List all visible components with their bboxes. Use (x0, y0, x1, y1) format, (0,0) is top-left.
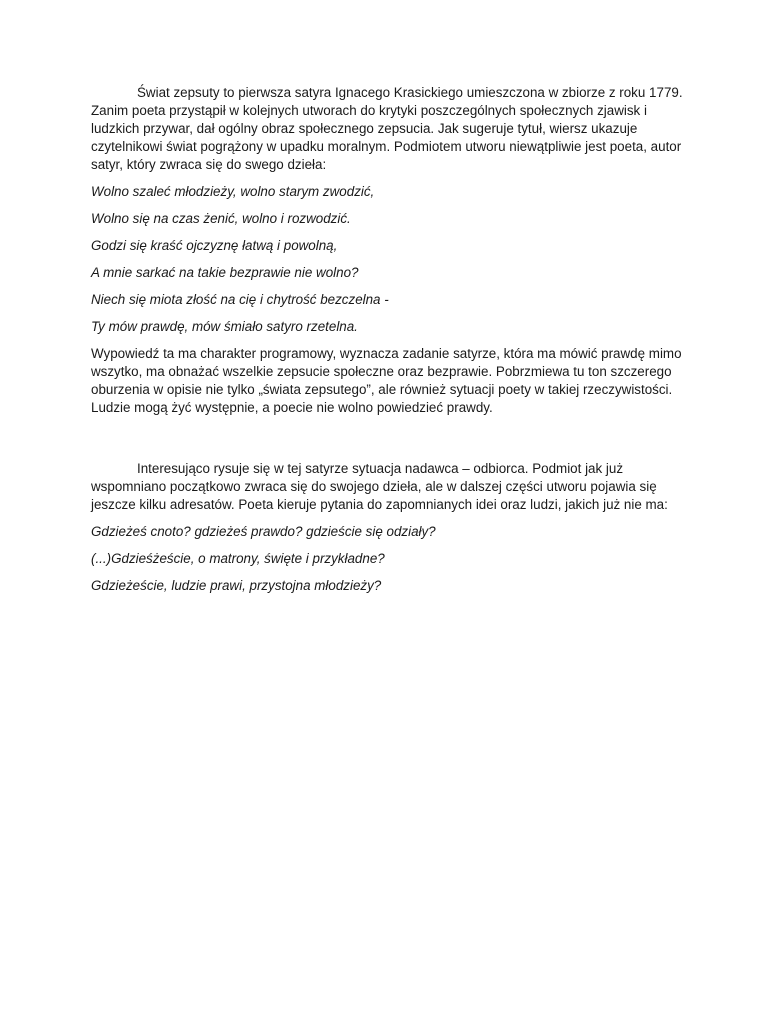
verse-line-1: Wolno szaleć młodzieży, wolno starym zwodzić, (91, 184, 375, 199)
document-page (91, 84, 687, 604)
verse-line-4: A mnie sarkać na takie bezprawie nie wolno? (91, 265, 359, 280)
question-line-3: Gdzieżeście, ludzie prawi, przystojna młodzieży? (91, 578, 382, 593)
section-spacer (91, 426, 687, 460)
section1-intro-paragraph: Świat zepsuty to pierwsza satyra Ignacego Krasickiego umieszczona w zbiorze z roku 1779. Zanim poeta przystąpił w kolejnych utworach do krytyki poszczególnych społecznych zjawisk i ludzkich przywar, dał ogólny obraz społecznego zepsucia. Jak sugeruje tytuł, wiersz ukazuje czytelnikowi świat pogrążony w upadku moralnym. Podmiotem utworu niewątpliwie jest poeta, autor satyr, który zwraca się do swego dzieła: (91, 85, 683, 172)
verse-line-5: Niech się miota złość na cię i chytrość bezczelna - (91, 292, 389, 307)
verse-line-2: Wolno się na czas żenić, wolno i rozwodzić. (91, 211, 351, 226)
question-line-2: (...)Gdzieśżeście, o matrony, święte i przykładne? (91, 551, 385, 566)
verse-line-3: Godzi się kraść ojczyznę łatwą i powolną, (91, 238, 338, 253)
question-line-1: Gdzieżeś cnoto? gdzieżeś prawdo? gdzieście się odziały? (91, 524, 436, 539)
section1-commentary-paragraph: Wypowiedź ta ma charakter programowy, wyznacza zadanie satyrze, która ma mówić prawdę mimo wszytko, ma obnażać wszelkie zepsucie społeczne oraz bezprawie. Pobrzmiewa tu ton szczerego oburzenia w opisie nie tylko „świata zepsutego”, ale również sytuacji poety w takiej rzeczywistości. Ludzie mogą żyć występnie, a poecie nie wolno powiedzieć prawdy. (91, 346, 682, 415)
section2-intro-paragraph: Interesująco rysuje się w tej satyrze sytuacja nadawca – odbiorca. Podmiot jak już wspomniano początkowo zwraca się do swojego dzieła, ale w dalszej części utworu pojawia się jeszcze kilku adresatów. Poeta kieruje pytania do zapomnianych idei oraz ludzi, jakich już nie ma: (91, 461, 668, 512)
verse-line-6: Ty mów prawdę, mów śmiało satyro rzetelna. (91, 319, 358, 334)
